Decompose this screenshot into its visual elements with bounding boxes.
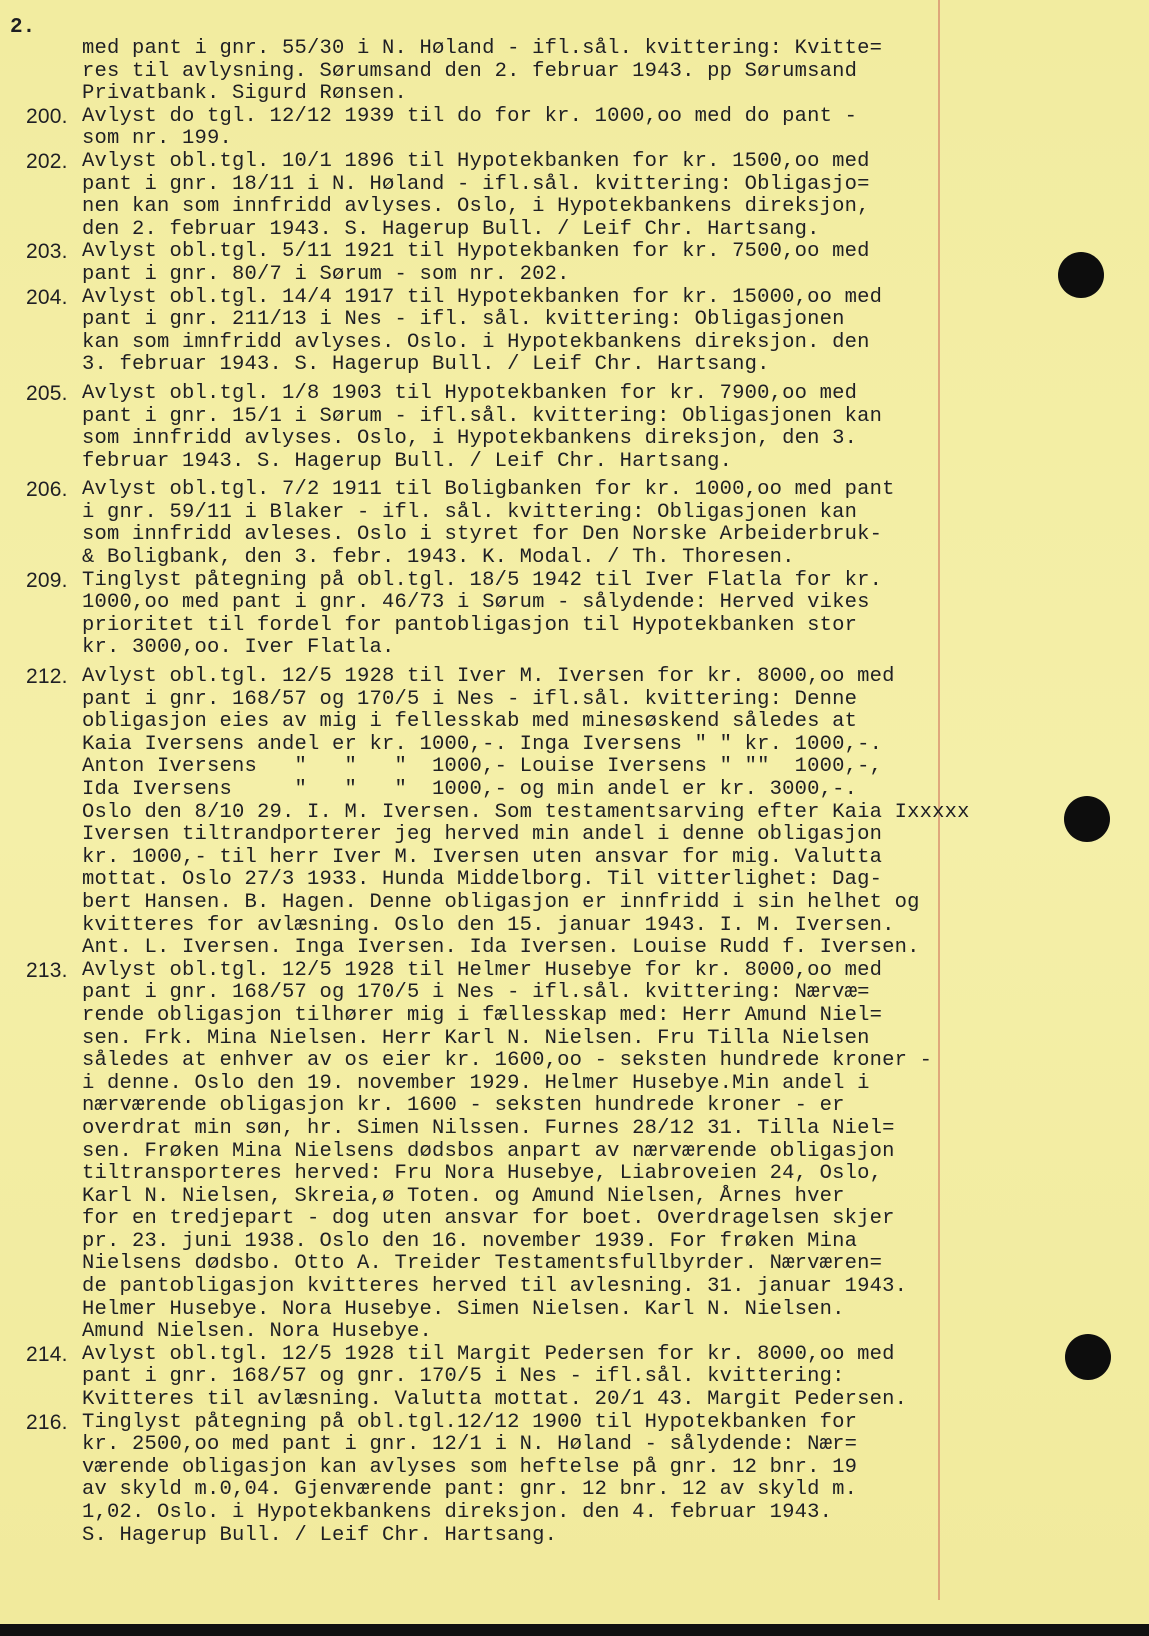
entry-line: Kvitteres til avlæsning. Valutta mottat. 20/1 43. Margit Pedersen. [82, 1388, 908, 1412]
entry-line: pant i gnr. 168/57 og 170/5 i Nes - ifl.sål. kvittering: Nærvæ= [82, 981, 870, 1005]
entry-line: værende obligasjon kan avlyses som heftelse på gnr. 12 bnr. 19 [82, 1455, 858, 1479]
entry-text [82, 241, 1141, 286]
entry-text [82, 479, 1141, 569]
ledger-entry [26, 287, 1141, 377]
entry-number: 202. [26, 149, 68, 173]
entry-line: 3. februar 1943. S. Hagerup Bull. / Leif Chr. Hartsang. [82, 353, 770, 377]
entry-line: Avlyst obl.tgl. 12/5 1928 til Iver M. Iversen for kr. 8000,oo med [82, 665, 895, 689]
entry-line: rende obligasjon tilhører mig i fællesskap med: Herr Amund Niel= [82, 1003, 883, 1027]
entry-line: prioritet til fordel for pantobligasjon til Hypotekbanken stor [82, 613, 858, 637]
entry-text [82, 666, 1141, 960]
entry-line: Avlyst do tgl. 12/12 1939 til do for kr. 1000,oo med do pant - [82, 104, 858, 128]
entry-line: Oslo den 8/10 29. I. M. Iversen. Som testamentsarving efter Kaia Ixxxxx [82, 800, 970, 824]
entry-text [82, 151, 1141, 241]
entry-line: for en tredjepart - dog uten ansvar for boet. Overdragelsen skjer [82, 1207, 895, 1231]
ledger-entry [26, 106, 1141, 151]
entry-line: pant i gnr. 211/13 i Nes - ifl. sål. kvittering: Obligasjonen [82, 308, 845, 332]
entry-text [82, 106, 1141, 151]
entry-line: Avlyst obl.tgl. 14/4 1917 til Hypotekbanken for kr. 15000,oo med [82, 285, 883, 309]
entry-line: bert Hansen. B. Hagen. Denne obligasjon er innfridd i sin helhet og [82, 890, 920, 914]
entry-line: med pant i gnr. 55/30 i N. Høland - ifl.sål. kvittering: Kvitte= [82, 37, 883, 60]
entry-line: som innfridd avleses. Oslo i styret for Den Norske Arbeiderbruk- [82, 523, 883, 547]
entry-line: & Boligbank, den 3. febr. 1943. K. Modal. / Th. Thoresen. [82, 546, 795, 570]
entry-number: 204. [26, 285, 68, 309]
page-number: 2. [10, 16, 36, 39]
entry-line: Avlyst obl.tgl. 1/8 1903 til Hypotekbanken for kr. 7900,oo med [82, 381, 858, 405]
entry-line: Anton Iversens " " " 1000,- Louise Iversens " "" 1000,-, [82, 755, 883, 779]
entry-line: nærværende obligasjon kr. 1600 - seksten hundrede kroner - er [82, 1094, 845, 1118]
entry-line: pant i gnr. 18/11 i N. Høland - ifl.sål. kvittering: Obligasjo= [82, 172, 870, 196]
entry-line: Avlyst obl.tgl. 12/5 1928 til Margit Pedersen for kr. 8000,oo med [82, 1342, 895, 1366]
entry-line: Avlyst obl.tgl. 7/2 1911 til Boligbanken for kr. 1000,oo med pant [82, 478, 895, 502]
entry-line: pant i gnr. 80/7 i Sørum - som nr. 202. [82, 262, 570, 286]
entry-line: pant i gnr. 168/57 og 170/5 i Nes - ifl.sål. kvittering: Denne [82, 687, 858, 711]
entry-line: av skyld m.0,04. Gjenværende pant: gnr. 12 bnr. 12 av skyld m. [82, 1478, 858, 1502]
entry-text [82, 570, 1141, 660]
ledger-entry [26, 383, 1141, 473]
entry-line: Privatbank. Sigurd Rønsen. [82, 82, 408, 106]
entry-line: sen. Frøken Mina Nielsens dødsbos anpart av nærværende obligasjon [82, 1139, 895, 1163]
entry-number: 213. [26, 958, 68, 982]
entry-line: Kaia Iversens andel er kr. 1000,-. Inga Iversens " " kr. 1000,-. [82, 732, 883, 756]
scan-border [0, 1624, 1149, 1636]
entry-line: pant i gnr. 15/1 i Sørum - ifl.sål. kvittering: Obligasjonen kan [82, 404, 883, 428]
entry-line: Ida Iversens " " " 1000,- og min andel er kr. 3000,-. [82, 778, 858, 801]
entry-line: Tinglyst påtegning på obl.tgl.12/12 1900 til Hypotekbanken for [82, 1410, 858, 1434]
entry-line: Nielsens dødsbo. Otto A. Treider Testamentsfullbyrder. Nærværen= [82, 1252, 883, 1276]
entry-number: 209. [26, 568, 68, 592]
entry-line: i denne. Oslo den 19. november 1929. Helmer Husebye.Min andel i [82, 1071, 870, 1095]
entry-line: Avlyst obl.tgl. 5/11 1921 til Hypotekbanken for kr. 7500,oo med [82, 240, 870, 264]
entry-line: Avlyst obl.tgl. 12/5 1928 til Helmer Husebye for kr. 8000,oo med [82, 958, 883, 982]
entry-number: 212. [26, 665, 68, 689]
ledger-entry [26, 1344, 1141, 1412]
entry-line: Avlyst obl.tgl. 10/1 1896 til Hypotekbanken for kr. 1500,oo med [82, 149, 870, 173]
entry-line: obligasjon eies av mig i fellesskab med minesøskend således at [82, 710, 858, 734]
entry-line: pr. 23. juni 1938. Oslo den 16. november 1939. For frøken Mina [82, 1229, 858, 1253]
entry-text [82, 38, 1141, 106]
entry-line: kr. 3000,oo. Iver Flatla. [82, 636, 395, 660]
entry-line: Iversen tiltrandporterer jeg herved min andel i denne obligasjon [82, 823, 883, 847]
entry-line: S. Hagerup Bull. / Leif Chr. Hartsang. [82, 1523, 558, 1547]
ledger-entry [26, 1412, 1141, 1548]
entry-line: res til avlysning. Sørumsand den 2. februar 1943. pp Sørumsand [82, 59, 858, 83]
ledger-entry [26, 960, 1141, 1344]
entry-line: kvitteres for avlæsning. Oslo den 15. januar 1943. I. M. Iversen. [82, 913, 895, 937]
entry-line: sen. Frk. Mina Nielsen. Herr Karl N. Nielsen. Fru Tilla Nielsen [82, 1026, 870, 1050]
entry-line: således at enhver av os eier kr. 1600,oo - seksten hundrede kroner - [82, 1049, 933, 1073]
entry-line: i gnr. 59/11 i Blaker - ifl. sål. kvittering: Obligasjonen kan [82, 500, 858, 524]
entry-line: Amund Nielsen. Nora Husebye. [82, 1320, 433, 1344]
entry-line: tiltransporteres herved: Fru Nora Husebye, Liabroveien 24, Oslo, [82, 1162, 883, 1186]
entry-line: kan som imnfridd avlyses. Oslo. i Hypotekbankens direksjon. den [82, 330, 870, 354]
entry-line: pant i gnr. 168/57 og gnr. 170/5 i Nes - ifl.sål. kvittering: [82, 1365, 845, 1389]
entry-text [82, 1344, 1141, 1412]
entry-number: 203. [26, 240, 68, 264]
entry-line: Karl N. Nielsen, Skreia,ø Toten. og Amund Nielsen, Årnes hver [82, 1184, 845, 1208]
entry-line: kr. 1000,- til herr Iver M. Iversen uten ansvar for mig. Valutta [82, 845, 883, 869]
entry-number: 205. [26, 381, 68, 405]
entry-text [82, 1412, 1141, 1548]
entry-text [82, 287, 1141, 377]
entry-line: Ant. L. Iversen. Inga Iversen. Ida Iversen. Louise Rudd f. Iversen. [82, 936, 920, 960]
ledger-entry [26, 38, 1141, 106]
ledger-entry [26, 479, 1141, 569]
entry-line: nen kan som innfridd avlyses. Oslo, i Hypotekbankens direksjon, [82, 195, 870, 219]
entry-line: kr. 2500,oo med pant i gnr. 12/1 i N. Høland - sålydende: Nær= [82, 1433, 858, 1457]
entry-text [82, 960, 1141, 1344]
entry-line: februar 1943. S. Hagerup Bull. / Leif Chr. Hartsang. [82, 449, 733, 473]
entry-list [26, 38, 1141, 1547]
entry-line: de pantobligasjon kvitteres herved til avlesning. 31. januar 1943. [82, 1275, 908, 1299]
entry-number: 200. [26, 104, 68, 128]
entry-line: som nr. 199. [82, 127, 233, 151]
ledger-entry [26, 151, 1141, 241]
entry-line: mottat. Oslo 27/3 1933. Hunda Middelborg. Til vitterlighet: Dag- [82, 868, 883, 892]
entry-line: den 2. februar 1943. S. Hagerup Bull. / Leif Chr. Hartsang. [82, 217, 820, 241]
ledger-entry [26, 570, 1141, 660]
ledger-entry [26, 666, 1141, 960]
entry-line: Helmer Husebye. Nora Husebye. Simen Nielsen. Karl N. Nielsen. [82, 1297, 845, 1321]
entry-number: 214. [26, 1342, 68, 1366]
entry-number: 216. [26, 1410, 68, 1434]
entry-line: overdrat min søn, hr. Simen Nilssen. Furnes 28/12 31. Tilla Niel= [82, 1116, 895, 1140]
entry-text [82, 383, 1141, 473]
entry-line: Tinglyst påtegning på obl.tgl. 18/5 1942 til Iver Flatla for kr. [82, 568, 883, 592]
entry-number: 206. [26, 478, 68, 502]
entry-line: 1,02. Oslo. i Hypotekbankens direksjon. den 4. februar 1943. [82, 1501, 833, 1524]
entry-line: som innfridd avlyses. Oslo, i Hypotekbankens direksjon, den 3. [82, 427, 858, 451]
ledger-entry [26, 241, 1141, 286]
entry-line: 1000,oo med pant i gnr. 46/73 i Sørum - sålydende: Herved vikes [82, 591, 870, 615]
